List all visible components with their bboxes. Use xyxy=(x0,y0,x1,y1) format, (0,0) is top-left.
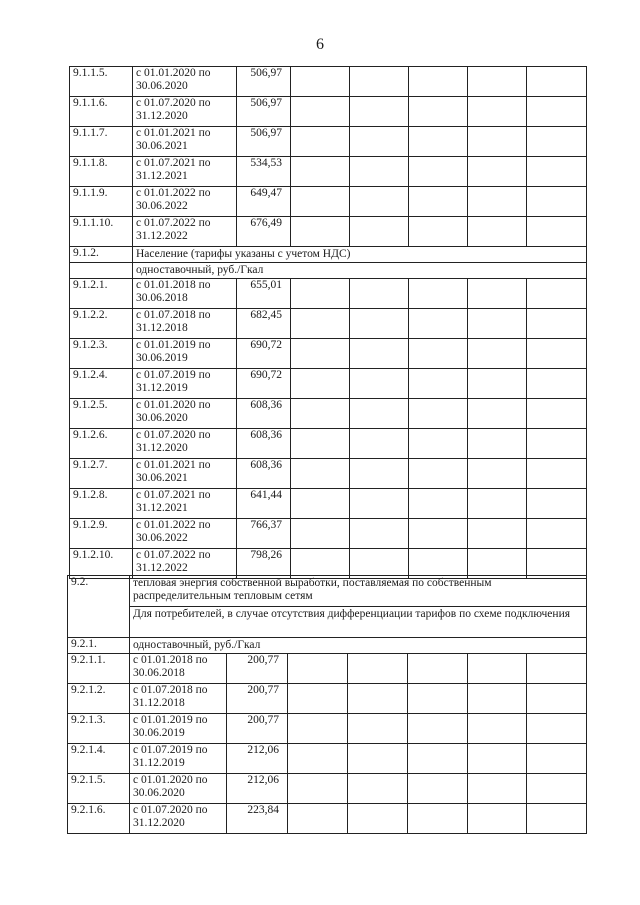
empty-cell xyxy=(468,217,527,247)
empty-cell xyxy=(348,654,408,684)
row-code: 9.1.1.9. xyxy=(70,187,133,217)
table-row xyxy=(70,369,587,399)
table-row xyxy=(70,399,587,429)
empty-cell xyxy=(348,774,408,804)
period-cell xyxy=(133,279,237,309)
empty-cell xyxy=(468,97,527,127)
table-row xyxy=(70,187,587,217)
empty-cell xyxy=(409,399,468,429)
empty-cell xyxy=(527,187,587,217)
period-start: с 01.07.2020 по xyxy=(133,804,208,816)
period-end: 31.12.2022 xyxy=(136,562,188,574)
empty-cell xyxy=(409,429,468,459)
period-end: 31.12.2020 xyxy=(136,442,188,454)
period-cell xyxy=(133,97,237,127)
row-code: 9.2.1.6. xyxy=(68,804,130,834)
empty-cell xyxy=(409,157,468,187)
row-code: 9.1.1.6. xyxy=(70,97,133,127)
period-cell xyxy=(133,399,237,429)
tariff-value: 534,53 xyxy=(237,157,291,187)
tariff-value: 649,47 xyxy=(237,187,291,217)
period-start: с 01.07.2021 по xyxy=(136,489,211,501)
table-row xyxy=(70,489,587,519)
row-code: 9.1.2.5. xyxy=(70,399,133,429)
period-cell xyxy=(133,339,237,369)
empty-cell xyxy=(527,369,587,399)
empty-cell xyxy=(408,654,468,684)
empty-cell xyxy=(408,744,468,774)
empty-cell xyxy=(527,684,587,714)
empty-cell xyxy=(527,67,587,97)
empty-cell xyxy=(527,399,587,429)
empty-cell xyxy=(527,774,587,804)
row-code: 9.1.2.6. xyxy=(70,429,133,459)
row-code: 9.2.1.1. xyxy=(68,654,130,684)
table-row xyxy=(68,684,587,714)
row-code: 9.1.1.8. xyxy=(70,157,133,187)
period-end: 31.12.2018 xyxy=(133,697,185,709)
tariff-value: 200,77 xyxy=(227,654,288,684)
period-end: 30.06.2018 xyxy=(133,667,185,679)
period-cell xyxy=(133,127,237,157)
period-cell xyxy=(130,744,227,774)
empty-cell xyxy=(291,369,350,399)
empty-cell xyxy=(288,654,348,684)
table-row xyxy=(70,549,587,579)
period-start: с 01.01.2021 по xyxy=(136,127,211,139)
row-code: 9.1.1.5. xyxy=(70,67,133,97)
row-code: 9.2.1.3. xyxy=(68,714,130,744)
table-row xyxy=(68,654,587,684)
empty-cell xyxy=(527,489,587,519)
empty-cell xyxy=(468,369,527,399)
table-row xyxy=(68,744,587,774)
period-end: 30.06.2019 xyxy=(136,352,188,364)
tariff-value: 212,06 xyxy=(227,744,288,774)
empty-cell xyxy=(409,187,468,217)
empty-cell xyxy=(408,774,468,804)
empty-cell xyxy=(527,157,587,187)
row-code: 9.2.1. xyxy=(68,638,130,654)
table-row xyxy=(70,157,587,187)
tariff-table-9-1 xyxy=(69,66,587,579)
row-code: 9.1.2.2. xyxy=(70,309,133,339)
empty-cell xyxy=(527,309,587,339)
empty-cell xyxy=(527,217,587,247)
table-row xyxy=(70,97,587,127)
section-title: одноставочный, руб./Гкал xyxy=(133,263,587,279)
row-code: 9.1.1.7. xyxy=(70,127,133,157)
empty-cell xyxy=(409,549,468,579)
row-code: 9.1.1.10. xyxy=(70,217,133,247)
period-cell xyxy=(133,489,237,519)
row-code: 9.2.1.2. xyxy=(68,684,130,714)
period-start: с 01.01.2018 по xyxy=(133,654,208,666)
empty-cell xyxy=(527,654,587,684)
empty-cell xyxy=(468,549,527,579)
empty-cell xyxy=(350,187,409,217)
row-code: 9.1.2. xyxy=(70,247,133,263)
section-header-row xyxy=(70,263,587,279)
empty-cell xyxy=(409,489,468,519)
empty-cell xyxy=(350,67,409,97)
row-code: 9.1.2.1. xyxy=(70,279,133,309)
table-row xyxy=(70,459,587,489)
period-start: с 01.07.2019 по xyxy=(136,369,211,381)
period-start: с 01.01.2020 по xyxy=(133,774,208,786)
period-end: 31.12.2018 xyxy=(136,322,188,334)
period-cell xyxy=(130,714,227,744)
row-code: 9.1.2.8. xyxy=(70,489,133,519)
period-end: 30.06.2022 xyxy=(136,200,188,212)
section-title: Население (тарифы указаны с учетом НДС) xyxy=(133,247,587,263)
row-code: 9.2.1.5. xyxy=(68,774,130,804)
empty-cell xyxy=(468,399,527,429)
empty-cell xyxy=(291,549,350,579)
row-code: 9.1.2.4. xyxy=(70,369,133,399)
period-cell xyxy=(130,654,227,684)
empty-cell xyxy=(350,157,409,187)
empty-cell xyxy=(291,279,350,309)
period-start: с 01.07.2022 по xyxy=(136,217,211,229)
period-start: с 01.01.2020 по xyxy=(136,399,211,411)
empty-cell xyxy=(468,279,527,309)
empty-cell xyxy=(288,714,348,744)
empty-cell xyxy=(348,714,408,744)
table-row xyxy=(68,774,587,804)
tariff-value: 608,36 xyxy=(237,429,291,459)
empty-cell xyxy=(527,744,587,774)
period-start: с 01.07.2018 по xyxy=(136,309,211,321)
tariff-value: 200,77 xyxy=(227,714,288,744)
empty-cell xyxy=(409,127,468,157)
empty-cell xyxy=(527,279,587,309)
empty-cell xyxy=(408,804,468,834)
empty-cell xyxy=(350,549,409,579)
empty-cell xyxy=(350,459,409,489)
table-row xyxy=(70,67,587,97)
period-start: с 01.07.2020 по xyxy=(136,429,211,441)
period-end: 30.06.2019 xyxy=(133,727,185,739)
row-code: 9.1.2.10. xyxy=(70,549,133,579)
table-row xyxy=(70,279,587,309)
empty-cell xyxy=(291,519,350,549)
empty-cell xyxy=(350,127,409,157)
period-end: 30.06.2020 xyxy=(136,412,188,424)
period-end: 31.12.2021 xyxy=(136,170,188,182)
section-header-row xyxy=(68,576,587,607)
period-end: 30.06.2020 xyxy=(133,787,185,799)
empty-cell xyxy=(468,187,527,217)
table-row xyxy=(70,429,587,459)
empty-cell xyxy=(527,339,587,369)
tariff-table-9-2 xyxy=(67,575,587,834)
empty-cell xyxy=(408,684,468,714)
empty-cell xyxy=(288,804,348,834)
empty-cell xyxy=(291,187,350,217)
empty-cell xyxy=(468,429,527,459)
section-header-row xyxy=(68,607,587,638)
empty-cell xyxy=(350,339,409,369)
row-code xyxy=(70,263,133,279)
empty-cell xyxy=(409,369,468,399)
period-start: с 01.07.2021 по xyxy=(136,157,211,169)
period-end: 31.12.2019 xyxy=(136,382,188,394)
empty-cell xyxy=(350,369,409,399)
section-header-row xyxy=(70,247,587,263)
empty-cell xyxy=(291,127,350,157)
period-cell xyxy=(133,217,237,247)
tariff-value: 223,84 xyxy=(227,804,288,834)
empty-cell xyxy=(350,309,409,339)
empty-cell xyxy=(291,97,350,127)
empty-cell xyxy=(288,684,348,714)
period-cell xyxy=(133,187,237,217)
tariff-value: 200,77 xyxy=(227,684,288,714)
empty-cell xyxy=(348,804,408,834)
section-header-row xyxy=(68,638,587,654)
table-row xyxy=(68,804,587,834)
period-cell xyxy=(133,67,237,97)
period-end: 30.06.2018 xyxy=(136,292,188,304)
period-start: с 01.07.2018 по xyxy=(133,684,208,696)
empty-cell xyxy=(468,519,527,549)
empty-cell xyxy=(468,684,527,714)
period-end: 30.06.2022 xyxy=(136,532,188,544)
empty-cell xyxy=(291,67,350,97)
period-start: с 01.07.2022 по xyxy=(136,549,211,561)
period-cell xyxy=(133,157,237,187)
period-cell xyxy=(130,804,227,834)
empty-cell xyxy=(468,459,527,489)
empty-cell xyxy=(468,744,527,774)
period-end: 31.12.2019 xyxy=(133,757,185,769)
empty-cell xyxy=(468,714,527,744)
period-end: 31.12.2021 xyxy=(136,502,188,514)
table-row xyxy=(70,217,587,247)
row-code: 9.2.1.4. xyxy=(68,744,130,774)
empty-cell xyxy=(468,489,527,519)
empty-cell xyxy=(409,339,468,369)
empty-cell xyxy=(288,744,348,774)
tariff-value: 690,72 xyxy=(237,369,291,399)
empty-cell xyxy=(291,489,350,519)
section-title: одноставочный, руб./Гкал xyxy=(130,638,587,654)
period-cell xyxy=(133,429,237,459)
period-end: 30.06.2021 xyxy=(136,472,188,484)
empty-cell xyxy=(348,684,408,714)
empty-cell xyxy=(527,429,587,459)
period-end: 31.12.2020 xyxy=(136,110,188,122)
tariff-value: 608,36 xyxy=(237,459,291,489)
empty-cell xyxy=(348,744,408,774)
row-code: 9.1.2.7. xyxy=(70,459,133,489)
tariff-value: 766,37 xyxy=(237,519,291,549)
period-cell xyxy=(133,459,237,489)
period-start: с 01.01.2021 по xyxy=(136,459,211,471)
empty-cell xyxy=(468,157,527,187)
period-cell xyxy=(133,519,237,549)
empty-cell xyxy=(468,804,527,834)
empty-cell xyxy=(527,97,587,127)
empty-cell xyxy=(409,67,468,97)
tariff-value: 682,45 xyxy=(237,309,291,339)
empty-cell xyxy=(350,399,409,429)
tariff-value: 506,97 xyxy=(237,67,291,97)
table-row xyxy=(70,309,587,339)
tariff-value: 212,06 xyxy=(227,774,288,804)
empty-cell xyxy=(527,519,587,549)
empty-cell xyxy=(288,774,348,804)
empty-cell xyxy=(408,714,468,744)
empty-cell xyxy=(409,217,468,247)
empty-cell xyxy=(468,67,527,97)
empty-cell xyxy=(291,429,350,459)
tariff-value: 506,97 xyxy=(237,97,291,127)
period-start: с 01.01.2020 по xyxy=(136,67,211,79)
empty-cell xyxy=(409,97,468,127)
row-code: 9.1.2.9. xyxy=(70,519,133,549)
tariff-value: 608,36 xyxy=(237,399,291,429)
empty-cell xyxy=(409,519,468,549)
tariff-value: 641,44 xyxy=(237,489,291,519)
empty-cell xyxy=(468,309,527,339)
empty-cell xyxy=(350,489,409,519)
empty-cell xyxy=(527,714,587,744)
table-row xyxy=(70,339,587,369)
period-start: с 01.01.2022 по xyxy=(136,519,211,531)
tariff-value: 506,97 xyxy=(237,127,291,157)
period-end: 30.06.2021 xyxy=(136,140,188,152)
empty-cell xyxy=(468,339,527,369)
period-start: с 01.01.2019 по xyxy=(136,339,211,351)
section-title: тепловая энергия собственной выработки, поставляемая по собственным распределительным тепловым сетям xyxy=(130,576,587,607)
empty-cell xyxy=(350,97,409,127)
empty-cell xyxy=(291,217,350,247)
empty-cell xyxy=(350,429,409,459)
empty-cell xyxy=(291,339,350,369)
empty-cell xyxy=(350,217,409,247)
table-row xyxy=(70,519,587,549)
period-cell xyxy=(133,309,237,339)
section-title: Для потребителей, в случае отсутствия дифференциации тарифов по схеме подключения xyxy=(130,607,587,638)
empty-cell xyxy=(527,459,587,489)
empty-cell xyxy=(527,127,587,157)
period-start: с 01.01.2018 по xyxy=(136,279,211,291)
period-start: с 01.01.2019 по xyxy=(133,714,208,726)
empty-cell xyxy=(409,309,468,339)
period-cell xyxy=(130,684,227,714)
page-number: 6 xyxy=(316,36,324,53)
period-start: с 01.07.2019 по xyxy=(133,744,208,756)
empty-cell xyxy=(527,804,587,834)
empty-cell xyxy=(350,279,409,309)
tariff-value: 690,72 xyxy=(237,339,291,369)
empty-cell xyxy=(468,127,527,157)
empty-cell xyxy=(409,279,468,309)
table-row xyxy=(68,714,587,744)
row-code: 9.2. xyxy=(68,576,130,638)
empty-cell xyxy=(468,654,527,684)
empty-cell xyxy=(409,459,468,489)
period-end: 31.12.2020 xyxy=(133,817,185,829)
period-start: с 01.01.2022 по xyxy=(136,187,211,199)
row-code: 9.1.2.3. xyxy=(70,339,133,369)
table-row xyxy=(70,127,587,157)
period-cell xyxy=(133,549,237,579)
period-start: с 01.07.2020 по xyxy=(136,97,211,109)
empty-cell xyxy=(291,459,350,489)
empty-cell xyxy=(291,309,350,339)
empty-cell xyxy=(291,399,350,429)
empty-cell xyxy=(350,519,409,549)
period-end: 30.06.2020 xyxy=(136,80,188,92)
empty-cell xyxy=(527,549,587,579)
empty-cell xyxy=(291,157,350,187)
period-cell xyxy=(130,774,227,804)
tariff-value: 798,26 xyxy=(237,549,291,579)
tariff-value: 655,01 xyxy=(237,279,291,309)
period-end: 31.12.2022 xyxy=(136,230,188,242)
period-cell xyxy=(133,369,237,399)
tariff-value: 676,49 xyxy=(237,217,291,247)
empty-cell xyxy=(468,774,527,804)
